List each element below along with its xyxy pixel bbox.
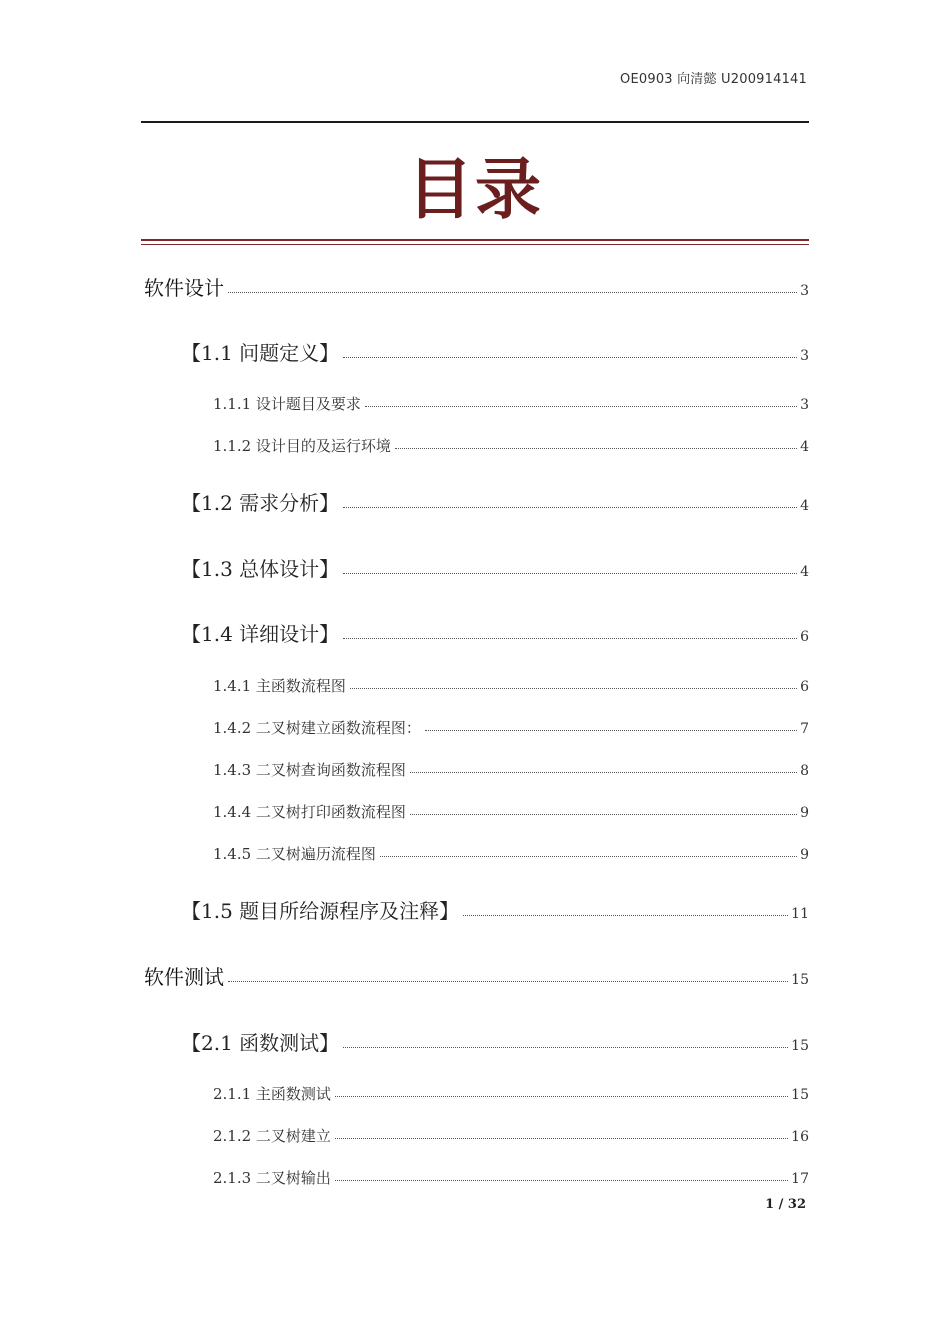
toc-entry-label: 1.1.1 设计题目及要求: [213, 395, 361, 413]
toc-entry-label: 软件设计: [144, 276, 224, 300]
toc-entry-page: 3: [800, 283, 809, 299]
toc-entry-label: 1.4.4 二叉树打印函数流程图: [213, 803, 406, 821]
toc-entry-page: 8: [800, 763, 809, 779]
toc-entry-1-1-1[interactable]: [213, 393, 809, 414]
toc-leader: [335, 1138, 788, 1139]
toc-entry-label: 1.1.2 设计目的及运行环境: [213, 437, 391, 455]
toc-entry-page: 3: [800, 397, 809, 413]
toc-entry-label: 【1.3 总体设计】: [181, 557, 340, 581]
toc-entry-1-4-1[interactable]: [213, 675, 809, 696]
toc-entry-page: 9: [800, 847, 809, 863]
toc-entry-2-1-2[interactable]: [213, 1125, 809, 1146]
toc-leader: [395, 448, 797, 449]
toc-entry-1-1-2[interactable]: [213, 435, 809, 456]
toc-entry-1-3[interactable]: [181, 553, 809, 582]
toc-entry-page: 9: [800, 805, 809, 821]
toc-entry-label: 【1.2 需求分析】: [181, 491, 340, 515]
toc-entry-label: 软件测试: [144, 965, 224, 989]
toc-entry-1-5[interactable]: [181, 895, 809, 924]
toc-entry-1-4-2[interactable]: [213, 717, 809, 738]
header-divider: [141, 121, 809, 123]
toc-entry-page: 15: [791, 1087, 809, 1103]
title-divider-thick: [141, 239, 809, 241]
toc-entry-page: 16: [791, 1129, 809, 1145]
toc-entry-software-testing[interactable]: [144, 961, 809, 990]
toc-entry-label: 1.4.1 主函数流程图: [213, 677, 346, 695]
toc-entry-label: 【1.5 题目所给源程序及注释】: [181, 899, 460, 923]
toc-leader: [343, 1047, 788, 1048]
toc-entry-1-4-3[interactable]: [213, 759, 809, 780]
toc-entry-label: 2.1.1 主函数测试: [213, 1085, 331, 1103]
toc-entry-software-design[interactable]: [144, 272, 809, 301]
toc-entry-label: 【1.4 详细设计】: [181, 622, 340, 646]
toc-entry-1-1[interactable]: [181, 337, 809, 366]
toc-entry-label: 【2.1 函数测试】: [181, 1031, 340, 1055]
toc-entry-1-4[interactable]: [181, 618, 809, 647]
toc-entry-page: 6: [800, 629, 809, 645]
toc-entry-1-2[interactable]: [181, 487, 809, 516]
toc-leader: [365, 406, 797, 407]
toc-leader: [410, 772, 797, 773]
page-number: 1 / 32: [765, 1197, 806, 1212]
toc-entry-2-1-3[interactable]: [213, 1167, 809, 1188]
toc-entry-page: 15: [791, 972, 809, 988]
toc-entry-page: 6: [800, 679, 809, 695]
document-header: OE0903 向清懿 U200914141: [620, 72, 807, 87]
toc-entry-page: 4: [800, 564, 809, 580]
toc-leader: [335, 1180, 788, 1181]
toc-leader: [343, 638, 797, 639]
toc-title: 目录: [407, 151, 543, 228]
toc-leader: [343, 573, 797, 574]
toc-entry-page: 3: [800, 348, 809, 364]
toc-entry-label: 2.1.2 二叉树建立: [213, 1127, 331, 1145]
toc-entry-page: 7: [800, 721, 809, 737]
toc-entry-page: 4: [800, 439, 809, 455]
toc-entry-2-1-1[interactable]: [213, 1083, 809, 1104]
title-divider-thin: [141, 244, 809, 245]
toc-leader: [410, 814, 797, 815]
toc-leader: [380, 856, 797, 857]
toc-leader: [463, 915, 788, 916]
toc-entry-1-4-4[interactable]: [213, 801, 809, 822]
toc-leader: [343, 357, 797, 358]
toc-leader: [228, 981, 788, 982]
toc-entry-label: 【1.1 问题定义】: [181, 341, 340, 365]
toc-entry-label: 1.4.5 二叉树遍历流程图: [213, 845, 376, 863]
toc-entry-page: 4: [800, 498, 809, 514]
toc-entry-page: 11: [791, 906, 809, 922]
toc-leader: [350, 688, 797, 689]
toc-entry-label: 2.1.3 二叉树输出: [213, 1169, 331, 1187]
toc-entry-label: 1.4.2 二叉树建立函数流程图：: [213, 719, 421, 737]
toc-leader: [335, 1096, 788, 1097]
toc-entry-label: 1.4.3 二叉树查询函数流程图: [213, 761, 406, 779]
toc-leader: [343, 507, 797, 508]
toc-entry-2-1[interactable]: [181, 1027, 809, 1056]
toc-entry-page: 15: [791, 1038, 809, 1054]
toc-entry-page: 17: [791, 1171, 809, 1187]
toc-leader: [228, 292, 797, 293]
toc-entry-1-4-5[interactable]: [213, 843, 809, 864]
toc-leader: [425, 730, 797, 731]
